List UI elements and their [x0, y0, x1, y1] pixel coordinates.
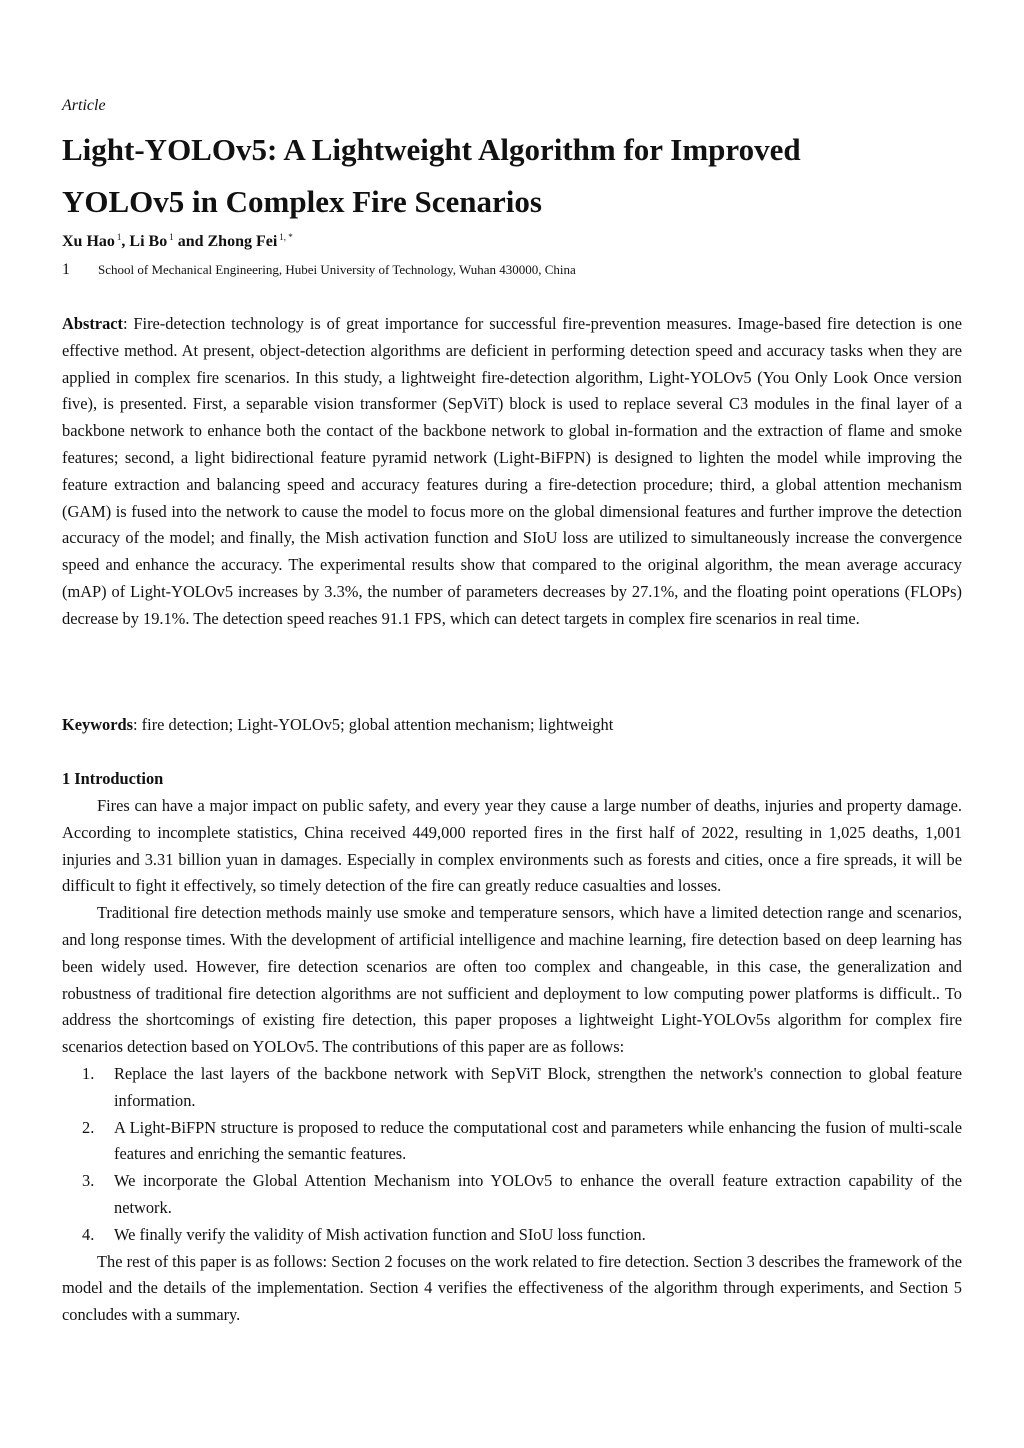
author-affiliation-mark: 1 — [169, 232, 174, 242]
intro-paragraph: The rest of this paper is as follows: Section 2 focuses on the work related to fire detection. Section 3 describes the framework of the model and the details of the implementation. Section 4 verifies the effectiveness of the algorithm through experiments, and Section 5 concludes with a summary. — [62, 1251, 962, 1325]
list-item-number: 3. — [82, 1171, 95, 1191]
intro-paragraph: Fires can have a major impact on public safety, and every year they cause a large number of deaths, injuries and property damage. According to incomplete statistics, China received 449,000 reported fires in the first half of 2022, resulting in 1,025 deaths, 1,001 injuries and 3.31 billion yuan in damages. Especially in complex environments such as forests and cities, once a fire spreads, it will be difficult to fight it effectively, so timely detection of the fire can greatly reduce casualties and losses. — [62, 796, 962, 896]
author-name: Zhong Fei — [207, 233, 278, 250]
intro-paragraph: Traditional fire detection methods mainly use smoke and temperature sensors, which have a limited detection range and scenarios, and long response times. With the development of artificial intelligence and machine learning, fire detection based on deep learning has been widely used. However, fire detection scenarios are often too complex and changeable, in this case, the generalization and robustness of traditional fire detection algorithms are not sufficient and deployment to low computing power platforms is difficult.. To address the shortcomings of existing fire detection, this paper proposes a lightweight Light-YOLOv5s algorithm for complex fire scenarios detection based on YOLOv5. The contributions of this paper are as follows: — [62, 903, 962, 1057]
list-item-text: Replace the last layers of the backbone network with SepViT Block, strengthen the network's connection to global feature information. — [114, 1063, 962, 1110]
list-item — [62, 1168, 962, 1222]
introduction-body — [62, 793, 962, 1329]
author-name: Xu Hao — [62, 233, 115, 250]
author-list — [62, 232, 293, 251]
section-heading-introduction: 1 Introduction — [62, 769, 164, 788]
list-item-number: 1. — [82, 1063, 95, 1083]
author-affiliation-mark: 1 — [116, 232, 122, 242]
abstract-label: Abstract — [62, 314, 123, 333]
affiliation — [62, 261, 962, 279]
list-item-text: We incorporate the Global Attention Mechanism into YOLOv5 to enhance the overall feature extraction capability of the network. — [114, 1171, 962, 1217]
title-line-1: Light-YOLOv5: A Lightweight Algorithm for Improved — [62, 132, 801, 167]
paper-title — [62, 124, 962, 228]
author-conjunction: and — [177, 233, 204, 250]
keywords-text: : fire detection; Light-YOLOv5; global attention mechanism; lightweight — [133, 715, 614, 734]
list-item — [62, 1115, 962, 1169]
title-line-2: YOLOv5 in Complex Fire Scenarios — [62, 184, 542, 219]
keywords — [62, 712, 962, 739]
author-separator: , — [121, 233, 126, 250]
list-item-number: 4. — [82, 1224, 95, 1244]
affiliation-number: 1 — [62, 261, 70, 278]
list-item-number: 2. — [82, 1117, 95, 1137]
list-item — [62, 1222, 962, 1249]
affiliation-text: School of Mechanical Engineering, Hubei University of Technology, Wuhan 430000, China — [98, 262, 576, 277]
author-name: Li Bo — [129, 233, 168, 250]
author-affiliation-mark: 1, * — [279, 232, 293, 242]
article-type-label: Article — [62, 97, 106, 114]
abstract — [62, 311, 962, 633]
list-item-text: A Light-BiFPN structure is proposed to reduce the computational cost and parameters while enhancing the fusion of multi-scale features and enriching the semantic features. — [114, 1117, 962, 1164]
list-item-text: We finally verify the validity of Mish activation function and SIoU loss function. — [114, 1224, 646, 1244]
list-item — [62, 1061, 962, 1115]
contributions-list — [62, 1061, 962, 1249]
abstract-text: : Fire-detection technology is of great importance for successful fire-prevention measures. Image-based fire detection is one effective method. At present, object-detection algorithms are deficient in performing detection speed and accuracy tasks when they are applied in complex fire scenarios. In this study, a lightweight fire-detection algorithm, Light-YOLOv5 (You Only Look Once version five), is presented. First, a separable vision transformer (SepViT) block is used to replace several C3 modules in the final layer of a backbone network to enhance both the contact of the backbone network to global in-formation and the extraction of flame and smoke features; second, a light bidirectional feature pyramid network (Light-BiFPN) is designed to lighten the model while improving the feature extraction and balancing speed and accuracy features during a fire-detection procedure; third, a global attention mechanism (GAM) is fused into the network to cause the model to focus more on the global dimensional features and further improve the detection accuracy of the model; and finally, the Mish activation function and SIoU loss are utilized to simultaneously increase the convergence speed and enhance the accuracy. The experimental results show that compared to the original algorithm, the mean average accuracy (mAP) of Light-YOLOv5 increases by 3.3%, the number of parameters decreases by 27.1%, and the floating point operations (FLOPs) decrease by 19.1%. The detection speed reaches 91.1 FPS, which can detect targets in complex fire scenarios in real time. — [62, 314, 962, 628]
keywords-label: Keywords — [62, 715, 134, 734]
